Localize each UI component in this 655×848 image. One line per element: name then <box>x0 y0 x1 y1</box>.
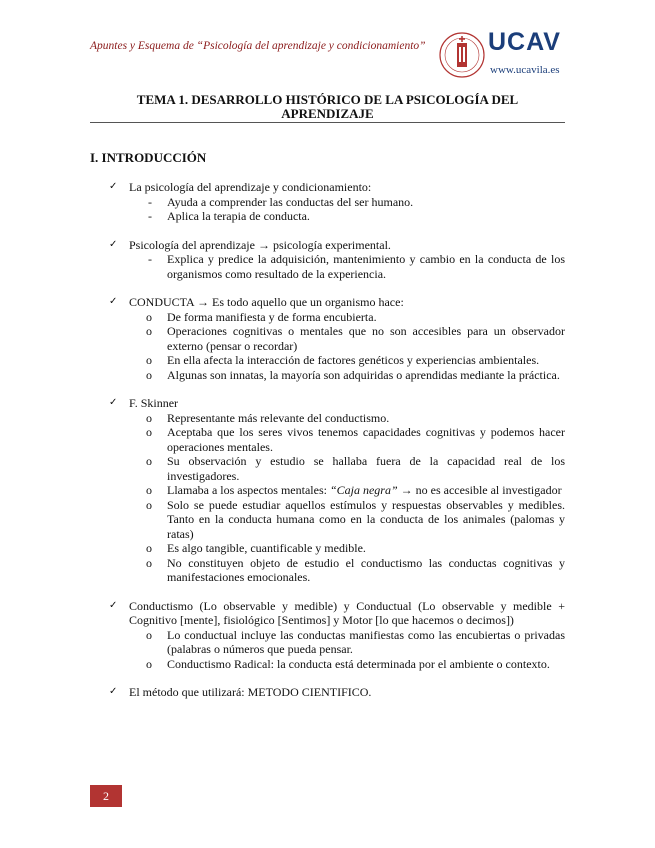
list-item: o Llamaba a los aspectos mentales: “Caja negra” → no es accesible al investigador <box>146 483 562 497</box>
circle-bullet-icon: o <box>146 497 152 512</box>
ucav-logo <box>438 30 578 80</box>
list-item: - Aplica la terapia de conducta. <box>148 209 310 223</box>
bullet-block <box>90 599 565 672</box>
logo-text: UCAV <box>488 28 561 56</box>
list-item: o Operaciones cognitivas o mentales que no son accesibles para un observador externo (pensar o recordar) <box>146 324 565 353</box>
checkmark-icon: ✓ <box>109 686 118 697</box>
list-item: o Lo conductual incluye las conductas manifiestas como las encubiertas o privadas (palabras o números que pueda pensar. <box>146 627 565 656</box>
list-item: o Algunas son innatas, la mayoría son adquiridas o aprendidas mediante la práctica. <box>146 367 560 382</box>
circle-bullet-icon: o <box>146 410 152 425</box>
bullet-text: Psicología del aprendizaje → psicología experimental. <box>129 237 391 252</box>
page-number: 2 <box>90 785 122 807</box>
dash-icon: - <box>148 252 152 266</box>
circle-bullet-icon: o <box>146 483 152 497</box>
circle-bullet-icon: o <box>146 555 152 570</box>
dash-icon: - <box>148 194 152 209</box>
list-item: - Ayuda a comprender las conductas del ser humano. <box>148 194 414 209</box>
logo-url: www.ucavila.es <box>490 64 560 76</box>
circle-bullet-icon: o <box>146 425 152 439</box>
bullet-text: CONDUCTA → Es todo aquello que un organismo hace: <box>129 295 404 309</box>
bullet-block <box>90 180 565 224</box>
circle-bullet-icon: o <box>146 353 152 367</box>
checkmark-icon: ✓ <box>109 599 118 611</box>
circle-bullet-icon: o <box>146 367 152 382</box>
document-title: TEMA 1. DESARROLLO HISTÓRICO DE LA PSICOLOGÍA DEL APRENDIZAJE <box>136 92 519 121</box>
circle-bullet-icon: o <box>146 324 152 338</box>
dash-icon: - <box>148 209 152 223</box>
bullet-text: El método que utilizará: METODO CIENTIFICO. <box>129 685 372 699</box>
title-divider <box>90 122 565 123</box>
bullet-text: Conductismo (Lo observable y medible) y Conductual (Lo observable y medible + Cognitivo [mente], fisiológico [Sentimos] y Motor [lo que hacemos o decimos]) <box>129 598 565 627</box>
circle-bullet-icon: o <box>146 541 152 555</box>
checkmark-icon: ✓ <box>109 181 118 192</box>
list-item: - Explica y predice la adquisición, mantenimiento y cambio en la conducta de los organismos como resultado de la experiencia. <box>148 252 565 281</box>
list-item: o Su observación y estudio se hallaba fuera de la capacidad real de los investigadores. <box>146 454 565 483</box>
ucav-crest-icon <box>438 30 486 80</box>
list-item: o Aceptaba que los seres vivos tenemos capacidades cognitivas y podemos hacer operaciones mentales. <box>146 425 565 454</box>
list-item: o Solo se puede estudiar aquellos estímulos y respuestas observables y medibles. Tanto en la conducta humana como en la conducta de los animales (palomas y ratas) <box>146 497 565 541</box>
list-item: o De forma manifiesta y de forma encubierta. <box>146 309 377 324</box>
caja-negra-term: “Caja negra” <box>329 483 398 497</box>
circle-bullet-icon: o <box>146 627 152 642</box>
circle-bullet-icon: o <box>146 309 152 324</box>
list-item: o Representante más relevante del conductismo. <box>146 410 390 425</box>
circle-bullet-icon: o <box>146 454 152 468</box>
list-item: o Es algo tangible, cuantificable y medible. <box>146 541 366 555</box>
list-item: o No constituyen objeto de estudio el conductismo las conductas cognitivas y manifestaciones emocionales. <box>146 555 565 584</box>
section-heading: I. INTRODUCCIÓN <box>90 150 207 165</box>
circle-bullet-icon: o <box>146 656 152 671</box>
running-header: Apuntes y Esquema de “Psicología del aprendizaje y condicionamiento” <box>90 40 426 52</box>
bullet-block <box>90 685 565 700</box>
checkmark-icon: ✓ <box>109 397 118 408</box>
bullet-text: F. Skinner <box>129 396 179 410</box>
bullet-block <box>90 295 565 382</box>
bullet-text: La psicología del aprendizaje y condicionamiento: <box>129 180 372 194</box>
content-body <box>90 180 565 700</box>
list-item: o Conductismo Radical: la conducta está determinada por el ambiente o contexto. <box>146 656 550 671</box>
list-item: o En ella afecta la interacción de factores genéticos y experiencias ambientales. <box>146 353 540 367</box>
checkmark-icon: ✓ <box>109 296 118 307</box>
bullet-block <box>90 238 565 282</box>
checkmark-icon: ✓ <box>109 238 118 250</box>
bullet-block <box>90 396 565 585</box>
